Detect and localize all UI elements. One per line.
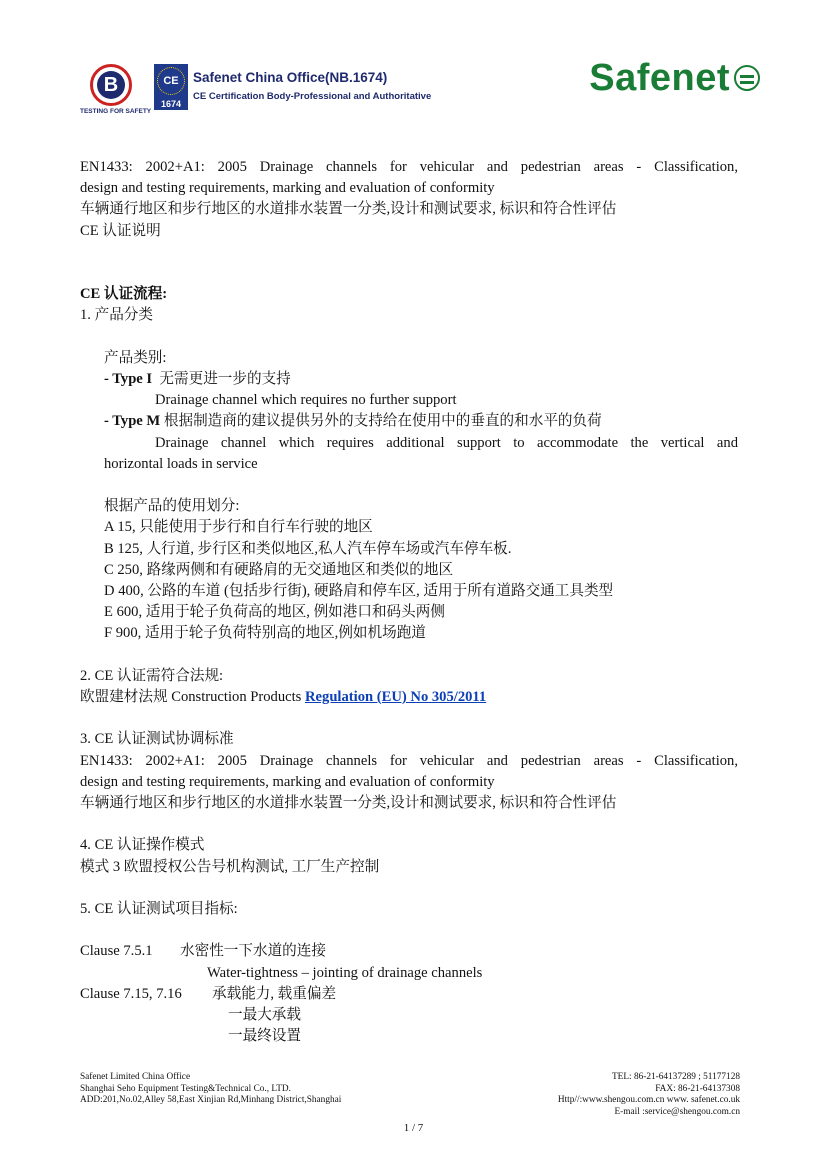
footer-left-line: Shanghai Seho Equipment Testing&Technical Co., LTD. <box>80 1083 291 1094</box>
clause-2-item: 一最大承载 <box>228 1006 301 1023</box>
b-logo-letter: B <box>97 71 125 99</box>
section-4-text: 模式 3 欧盟授权公告号机构测试, 工厂生产控制 <box>80 858 380 875</box>
section-2-title: 2. CE 认证需符合法规: <box>80 667 224 684</box>
footer-email: E-mail :service@shengou.com.cn <box>614 1106 740 1117</box>
section-4-title: 4. CE 认证操作模式 <box>80 837 205 854</box>
intro-en-line1: EN1433: 2002+A1: 2005 Drainage channels for vehicular and pedestrian areas - Classification, <box>80 159 738 175</box>
page-header <box>80 58 760 118</box>
section-5-title: 5. CE 认证测试项目指标: <box>80 900 238 917</box>
office-subtitle: CE Certification Body-Professional and Authoritative <box>193 91 432 102</box>
standard-en-line1: EN1433: 2002+A1: 2005 Drainage channels for vehicular and pedestrian areas - Classification, <box>80 752 738 769</box>
safenet-brand-logo <box>589 58 760 98</box>
type-m-en-line1: Drainage channel which requires additional support to accommodate the vertical and <box>155 434 738 451</box>
class-item: F 900, 适用于轮子负荷特别高的地区,例如机场跑道 <box>104 625 426 642</box>
type-i-row <box>80 369 738 390</box>
document-body <box>80 157 738 1047</box>
standard-zh-line: 车辆通行地区和步行地区的水道排水装置一分类,设计和测试要求, 标识和符合性评估 <box>80 795 617 811</box>
usage-label: 根据产品的使用划分: <box>104 498 240 515</box>
section-2-text <box>80 687 738 708</box>
ce-mark: CE <box>157 67 185 95</box>
b-logo-circle <box>90 64 132 106</box>
office-title: Safenet China Office(NB.1674) <box>193 70 388 85</box>
standard-en-line2: design and testing requirements, marking and evaluation of conformity <box>80 773 495 790</box>
ce-logo <box>154 64 188 110</box>
clause-2-zh: 承载能力, 载重偏差 <box>212 985 337 1002</box>
ce-number: 1674 <box>160 99 182 109</box>
type-m-row <box>80 411 738 432</box>
footer-left-line: ADD:201,No.02,Alley 58,East Xinjian Rd,Minhang District,Shanghai <box>80 1095 342 1105</box>
class-item: C 250, 路缘两侧和有硬路肩的无交通地区和类似的地区 <box>104 561 454 578</box>
footer-left-line: Safenet Limited China Office <box>80 1072 191 1082</box>
clause-1-zh: 水密性一下水道的连接 <box>180 943 326 960</box>
brand-name: Safenet <box>589 56 730 99</box>
type-i-zh: 无需更进一步的支持 <box>159 370 291 387</box>
clause-2-number: Clause 7.15, 7.16 <box>80 985 182 1002</box>
clause-2-row <box>80 984 738 1005</box>
ce-note: CE 认证说明 <box>80 222 161 239</box>
category-label: 产品类别: <box>104 349 167 366</box>
footer-company <box>80 1072 341 1107</box>
footer-web: Http//:www.shengou.com.cn www. safenet.co.uk <box>557 1095 740 1105</box>
intro-en-line2: design and testing requirements, marking and evaluation of conformity <box>80 180 495 197</box>
footer-tel: TEL: 86-21-64137289 ; 51177128 <box>612 1072 740 1082</box>
page-number: 1 / 7 <box>403 1122 424 1134</box>
type-i-en: Drainage channel which requires no further support <box>155 392 457 409</box>
regulation-link[interactable]: Regulation (EU) No 305/2011 <box>305 689 487 705</box>
clause-2-item: 一最终设置 <box>228 1028 301 1045</box>
type-i-prefix: - Type I <box>104 370 153 387</box>
section-1-title: 1. 产品分类 <box>80 307 153 324</box>
type-m-prefix: - Type M <box>104 413 161 430</box>
intro-zh-line: 车辆通行地区和步行地区的水道排水装置一分类,设计和测试要求, 标识和符合性评估 <box>80 201 617 218</box>
class-item: B 125, 人行道, 步行区和类似地区,私人汽车停车场或汽车停车板. <box>104 540 512 557</box>
class-item: A 15, 只能使用于步行和自行车行驶的地区 <box>104 519 373 536</box>
class-item: E 600, 适用于轮子负荷高的地区, 例如港口和码头两侧 <box>104 604 445 621</box>
process-heading <box>80 284 738 305</box>
regulation-intro: 欧盟建材法规 Construction Products <box>80 689 305 705</box>
footer-fax: FAX: 86-21-64137308 <box>655 1083 740 1094</box>
clause-1-en: Water-tightness – jointing of drainage channels <box>207 964 483 981</box>
b-testing-logo <box>80 64 152 120</box>
clause-1-number: Clause 7.5.1 <box>80 943 153 960</box>
footer-contact <box>558 1072 740 1118</box>
type-m-zh: 根据制造商的建议提供另外的支持给在使用中的垂直的和水平的负荷 <box>163 413 602 430</box>
type-m-en-line2: horizontal loads in service <box>104 455 258 472</box>
clause-1-row <box>80 941 738 962</box>
process-heading-text: CE 认证流程: <box>80 286 168 303</box>
equal-circle-icon <box>734 65 760 91</box>
section-3-title: 3. CE 认证测试协调标准 <box>80 731 234 748</box>
b-logo-tagline: TESTING FOR SAFETY <box>80 108 152 115</box>
class-item: D 400, 公路的车道 (包括步行街), 硬路肩和停车区, 适用于所有道路交通工具类型 <box>104 583 614 599</box>
